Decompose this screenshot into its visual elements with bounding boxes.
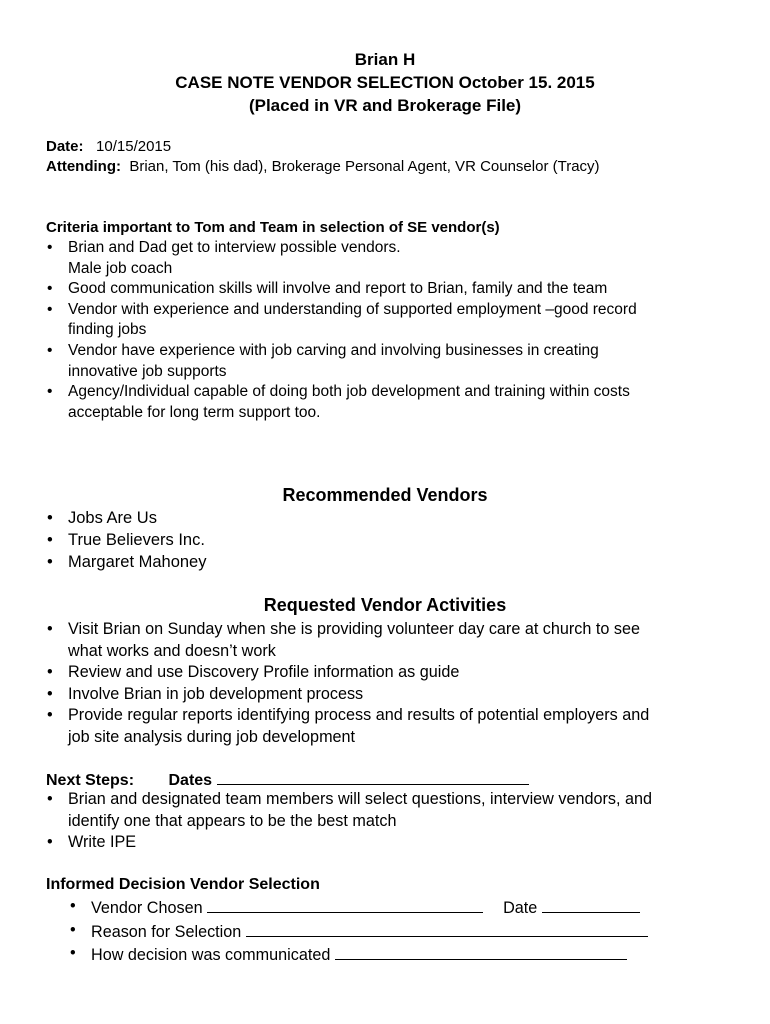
- list-item: [46, 662, 726, 684]
- list-item: [46, 300, 726, 341]
- bullet-icon: •: [47, 509, 53, 527]
- next-steps-label: Next Steps:: [46, 772, 135, 789]
- list-item: [69, 896, 709, 920]
- bullet-icon: •: [47, 790, 53, 808]
- bullet-icon: •: [47, 239, 53, 256]
- list-item: [46, 789, 726, 832]
- bullet-icon: •: [47, 341, 53, 359]
- how-communicated-blank-line[interactable]: [335, 943, 627, 960]
- list-item-text: Vendor have experience with job carving and involving businesses in creating: [68, 341, 599, 359]
- list-item: [46, 684, 726, 706]
- date-row: [46, 137, 171, 157]
- attending-label: Attending:: [46, 158, 121, 175]
- next-steps-dates-label: Dates: [168, 772, 213, 789]
- list-item-text: acceptable for long term support too.: [68, 403, 321, 421]
- list-item: [46, 551, 726, 573]
- reason-blank-line[interactable]: [246, 920, 648, 937]
- reason-label: Reason for Selection: [91, 922, 242, 941]
- list-item-text: Brian and Dad get to interview possible vendors.: [68, 239, 401, 256]
- how-communicated-label: How decision was communicated: [91, 946, 331, 965]
- bullet-icon: •: [47, 531, 53, 549]
- criteria-list: [46, 238, 726, 423]
- list-item-text: Visit Brian on Sunday when she is providing volunteer day care at church to see: [68, 620, 640, 638]
- list-item: [46, 705, 726, 748]
- list-item-text: Agency/Individual capable of doing both job development and training within costs: [68, 383, 630, 401]
- bullet-icon: •: [47, 280, 53, 298]
- list-item: [46, 341, 726, 382]
- list-item-text: Vendor with experience and understanding of supported employment –good record: [68, 300, 637, 318]
- title-name: Brian H: [354, 50, 416, 69]
- list-item-text: Involve Brian in job development process: [68, 684, 364, 703]
- informed-list: [69, 896, 709, 967]
- activities-list: [46, 619, 726, 749]
- decision-date-label: Date: [503, 899, 538, 917]
- list-item: [69, 920, 709, 944]
- recommended-list: [46, 507, 726, 573]
- attending-row: [46, 157, 600, 177]
- next-steps-list: [46, 789, 726, 854]
- bullet-icon: •: [70, 944, 76, 963]
- list-item-text: Good communication skills will involve and report to Brian, family and the team: [68, 280, 608, 298]
- bullet-icon: •: [47, 663, 53, 682]
- title-case-note: CASE NOTE VENDOR SELECTION October 15. 2015: [175, 73, 595, 92]
- list-item-text: innovative job supports: [68, 362, 227, 380]
- list-item-text: Male job coach: [68, 259, 173, 277]
- list-item: [46, 832, 726, 854]
- list-item-text: job site analysis during job development: [68, 727, 356, 746]
- list-item-text: Review and use Discovery Profile information as guide: [68, 663, 460, 682]
- list-item: [46, 238, 726, 279]
- list-item: [69, 943, 709, 967]
- recommended-heading: Recommended Vendors: [282, 485, 488, 505]
- title-file-note: (Placed in VR and Brokerage File): [248, 96, 522, 115]
- decision-date-blank-line[interactable]: [542, 896, 640, 913]
- bullet-icon: •: [47, 300, 53, 318]
- list-item-text: identify one that appears to be the best match: [68, 811, 397, 830]
- bullet-icon: •: [47, 383, 53, 401]
- list-item-text: Provide regular reports identifying process and results of potential employers and: [68, 706, 650, 725]
- criteria-heading: Criteria important to Tom and Team in selection of SE vendor(s): [46, 219, 500, 236]
- vendor-name: Jobs Are Us: [68, 509, 157, 527]
- vendor-name: Margaret Mahoney: [68, 553, 207, 571]
- list-item: [46, 619, 726, 662]
- bullet-icon: •: [47, 553, 53, 571]
- bullet-icon: •: [70, 920, 76, 939]
- date-value: 10/15/2015: [96, 138, 172, 155]
- vendor-name: True Believers Inc.: [68, 531, 205, 549]
- vendor-chosen-label: Vendor Chosen: [91, 899, 203, 917]
- dates-blank-line[interactable]: [217, 768, 529, 785]
- list-item-text: Write IPE: [68, 833, 137, 852]
- informed-heading: Informed Decision Vendor Selection: [46, 876, 320, 893]
- attending-value: Brian, Tom (his dad), Brokerage Personal Agent, VR Counselor (Tracy): [129, 158, 600, 175]
- vendor-chosen-blank-line[interactable]: [207, 896, 483, 913]
- bullet-icon: •: [70, 897, 76, 915]
- list-item: [46, 529, 726, 551]
- date-label: Date:: [46, 138, 84, 155]
- list-item: [46, 382, 726, 423]
- list-item: [46, 279, 726, 300]
- bullet-icon: •: [47, 684, 53, 703]
- bullet-icon: •: [47, 706, 53, 725]
- activities-heading: Requested Vendor Activities: [263, 595, 507, 615]
- bullet-icon: •: [47, 833, 53, 852]
- bullet-icon: •: [47, 620, 53, 638]
- list-item-text: what works and doesn’t work: [68, 641, 276, 660]
- list-item-text: finding jobs: [68, 321, 147, 339]
- next-steps-row: [46, 768, 529, 791]
- list-item-text: Brian and designated team members will select questions, interview vendors, and: [68, 790, 652, 808]
- list-item: [46, 507, 726, 529]
